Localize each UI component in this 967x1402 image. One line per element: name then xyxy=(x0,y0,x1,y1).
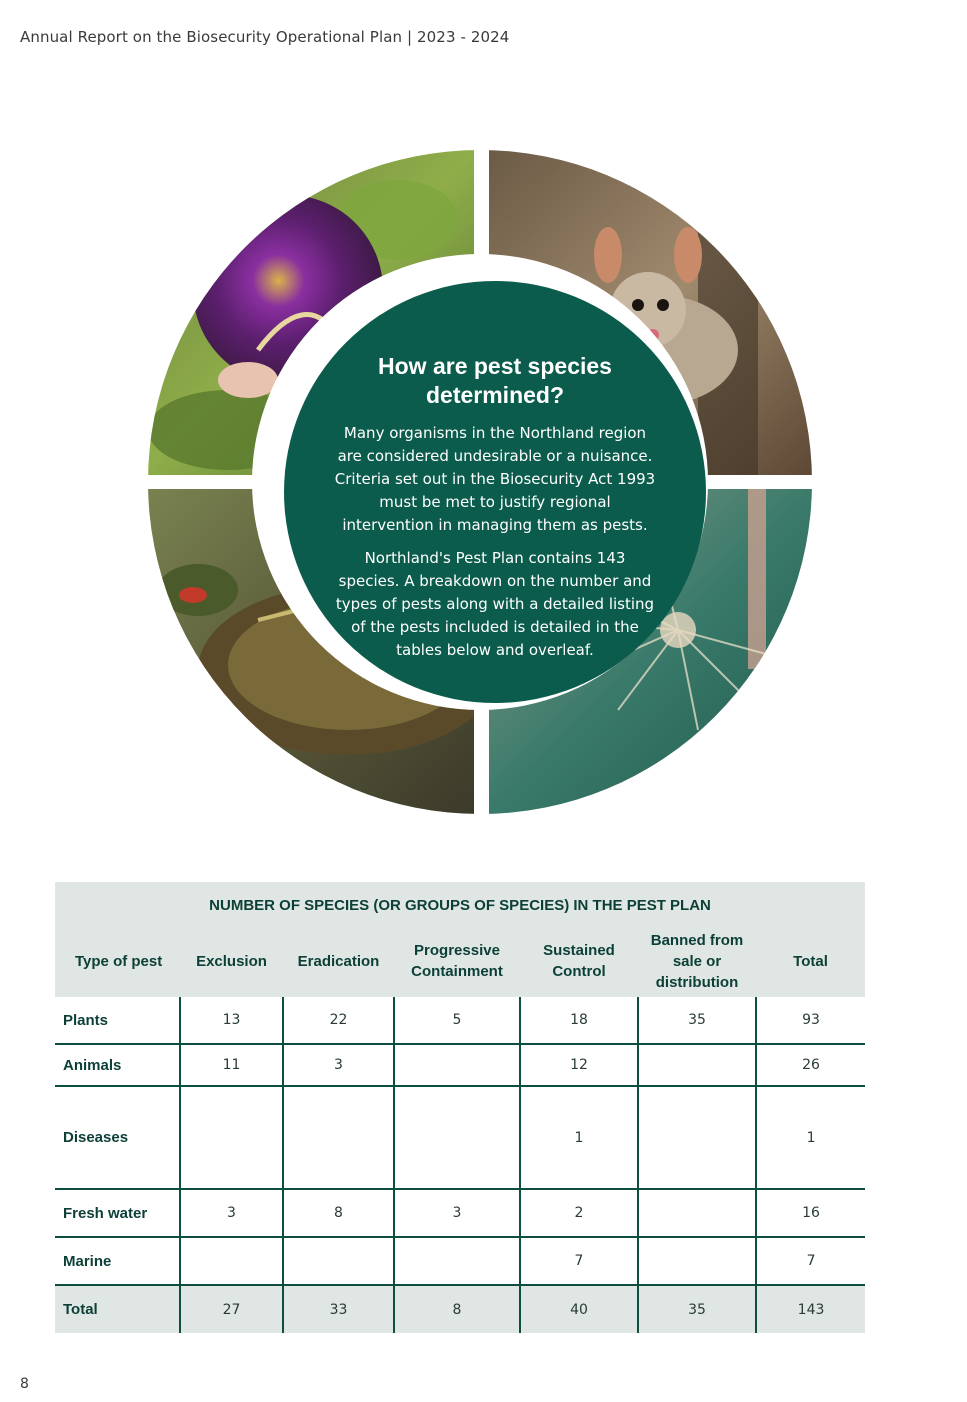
cell-sustained: 40 xyxy=(520,1285,638,1333)
running-header: Annual Report on the Biosecurity Operational Plan | 2023 - 2024 xyxy=(20,28,510,46)
cell-banned: 35 xyxy=(638,1285,756,1333)
row-label: Marine xyxy=(55,1237,180,1285)
table-row xyxy=(55,997,865,1044)
cell-exclusion: 27 xyxy=(180,1285,283,1333)
cell-sustained: 1 xyxy=(520,1086,638,1189)
hero-paragraph-2: Northland's Pest Plan contains 143 species. A breakdown on the number and types of pests along with a detailed listing of the pests included is detailed in the tables below and overleaf. xyxy=(335,549,655,659)
row-label: Diseases xyxy=(55,1086,180,1189)
table-row xyxy=(55,1189,865,1237)
centre-text xyxy=(333,352,657,672)
hero-paragraph-1: Many organisms in the Northland region are considered undesirable or a nuisance. Criteria set out in the Biosecurity Act 1993 must be met to justify regional intervention in managing them as pests. xyxy=(334,424,656,534)
cell-exclusion: 13 xyxy=(180,997,283,1044)
column-header-type: Type of pest xyxy=(55,925,180,997)
cell-sustained: 12 xyxy=(520,1044,638,1086)
column-header-eradication: Eradication xyxy=(283,925,394,997)
cell-banned: 35 xyxy=(638,997,756,1044)
cell-exclusion xyxy=(180,1086,283,1189)
cell-progressive: 3 xyxy=(394,1189,520,1237)
row-label: Total xyxy=(55,1285,180,1333)
cell-eradication xyxy=(283,1086,394,1189)
cell-eradication xyxy=(283,1237,394,1285)
cell-exclusion xyxy=(180,1237,283,1285)
cell-total: 26 xyxy=(756,1044,865,1086)
cell-banned xyxy=(638,1044,756,1086)
table-total-row xyxy=(55,1285,865,1333)
cell-total: 93 xyxy=(756,997,865,1044)
cell-eradication: 8 xyxy=(283,1189,394,1237)
cell-sustained: 2 xyxy=(520,1189,638,1237)
cell-progressive: 8 xyxy=(394,1285,520,1333)
column-header-total: Total xyxy=(756,925,865,997)
cell-total: 16 xyxy=(756,1189,865,1237)
column-header-progressive: Progressive Containment xyxy=(394,925,520,997)
cell-banned xyxy=(638,1086,756,1189)
table-row xyxy=(55,1237,865,1285)
cell-progressive: 5 xyxy=(394,997,520,1044)
row-label: Animals xyxy=(55,1044,180,1086)
column-header-sustained: Sustained Control xyxy=(520,925,638,997)
cell-total: 143 xyxy=(756,1285,865,1333)
cell-eradication: 3 xyxy=(283,1044,394,1086)
table-caption: NUMBER OF SPECIES (OR GROUPS OF SPECIES) IN THE PEST PLAN xyxy=(55,882,865,925)
page-number: 8 xyxy=(20,1376,29,1392)
cell-sustained: 7 xyxy=(520,1237,638,1285)
column-header-exclusion: Exclusion xyxy=(180,925,283,997)
cell-sustained: 18 xyxy=(520,997,638,1044)
cell-exclusion: 11 xyxy=(180,1044,283,1086)
cell-total: 7 xyxy=(756,1237,865,1285)
table-row xyxy=(55,1044,865,1086)
cell-eradication: 22 xyxy=(283,997,394,1044)
pest-species-hero xyxy=(138,150,822,814)
cell-banned xyxy=(638,1189,756,1237)
row-label: Fresh water xyxy=(55,1189,180,1237)
cell-progressive xyxy=(394,1237,520,1285)
cell-banned xyxy=(638,1237,756,1285)
cell-eradication: 33 xyxy=(283,1285,394,1333)
cell-progressive xyxy=(394,1086,520,1189)
table-row xyxy=(55,1086,865,1189)
cell-total: 1 xyxy=(756,1086,865,1189)
column-header-banned: Banned from sale or distribution xyxy=(638,925,756,997)
hero-title: How are pest species determined? xyxy=(378,353,612,408)
cell-exclusion: 3 xyxy=(180,1189,283,1237)
pest-plan-table xyxy=(55,882,865,1333)
row-label: Plants xyxy=(55,997,180,1044)
cell-progressive xyxy=(394,1044,520,1086)
